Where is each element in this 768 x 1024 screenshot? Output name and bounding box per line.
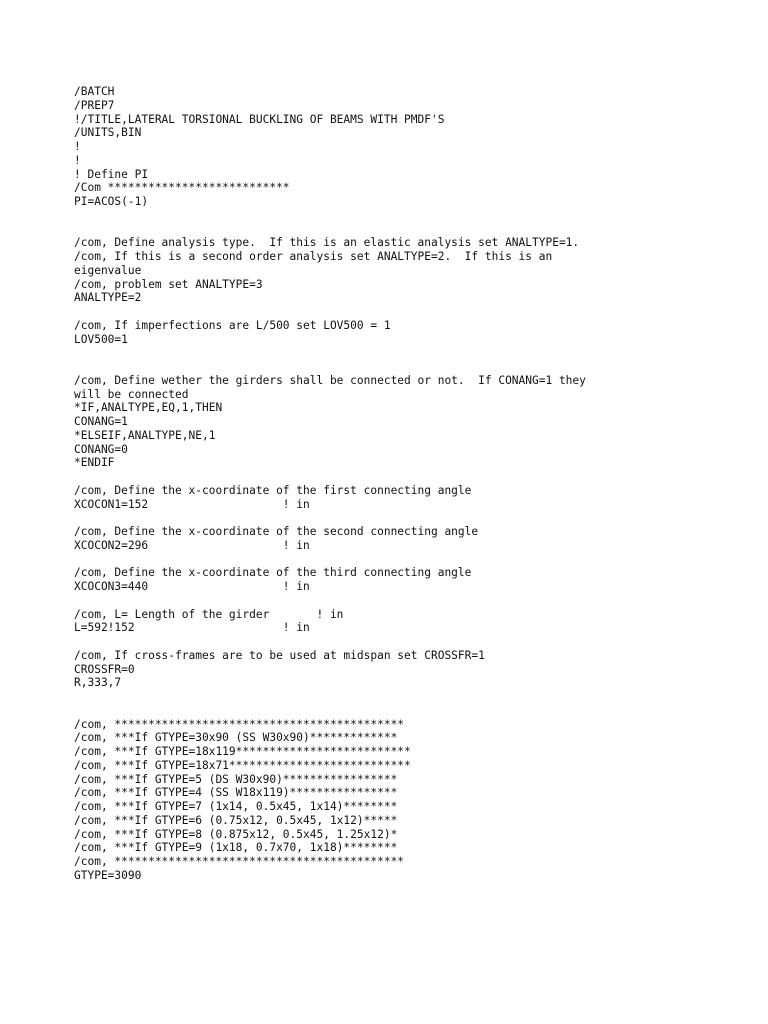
code-line: /com, ******************************************* [74,855,405,868]
code-line: ! [74,153,81,167]
code-line: *ELSEIF,ANALTYPE,NE,1 [74,428,216,442]
code-line: /com, ***If GTYPE=9 (1x18, 0.7x70, 1x18)******** [74,841,398,855]
code-line: /com, If cross-frames are to be used at midspan set CROSSFR=1 [74,648,485,662]
code-line: /com, Define analysis type. If this is an elastic analysis set ANALTYPE=1. [74,236,580,250]
code-line [74,223,754,237]
code-line: /com, ***If GTYPE=18x119************************** [74,745,411,758]
code-line: /com, If imperfections are L/500 set LOV500 = 1 [74,318,391,332]
code-line [74,553,754,567]
code-line: /com, If this is a second order analysis set ANALTYPE=2. If this is an [74,250,553,263]
code-line: R,333,7 [74,676,122,690]
code-line: /com, problem set ANALTYPE=3 [74,277,263,291]
code-line: eigenvalue [74,263,142,277]
code-line: XCOCON2=296 ! in [74,538,310,552]
code-line: /com, Define the x-coordinate of the first connecting angle [74,483,472,497]
code-line [74,360,754,374]
code-line: XCOCON1=152 ! in [74,497,310,511]
code-line: !/TITLE,LATERAL TORSIONAL BUCKLING OF BEAMS WITH PMDF'S [74,112,445,126]
code-line: ! [74,140,81,153]
code-line: /com, ***If GTYPE=4 (SS W18x119)**************** [74,786,398,800]
code-line: CROSSFR=0 [74,662,135,676]
code-line: ! Define PI [74,167,149,181]
code-line: ANALTYPE=2 [74,291,142,305]
code-line: /com, ***If GTYPE=5 (DS W30x90)***************** [74,772,398,786]
code-line: /com, Define wether the girders shall be connected or not. If CONANG=1 they [74,373,586,387]
code-line [74,470,754,484]
code-line [74,511,754,525]
code-line [74,594,754,608]
code-line: /com, ***If GTYPE=18x71*************************** [74,758,411,772]
apdl-script-text [74,85,754,883]
code-line: L=592!152 ! in [74,621,310,635]
code-line: /PREP7 [74,98,115,112]
code-line: /Com *************************** [74,181,290,195]
code-line: *ENDIF [74,456,115,470]
code-line: LOV500=1 [74,332,128,346]
code-line: will be connected [74,387,189,401]
code-line [74,690,754,704]
code-line [74,209,754,223]
code-line [74,346,754,360]
code-line [74,635,754,649]
code-line: XCOCON3=440 ! in [74,580,310,593]
code-line: /BATCH [74,85,115,98]
code-line: /com, ******************************************* [74,717,405,731]
code-line: CONANG=1 [74,415,128,428]
code-line: /com, ***If GTYPE=6 (0.75x12, 0.5x45, 1x12)***** [74,813,398,827]
code-line: *IF,ANALTYPE,EQ,1,THEN [74,401,223,415]
code-line: /com, ***If GTYPE=30x90 (SS W30x90)************* [74,731,398,745]
code-line: /UNITS,BIN [74,126,142,140]
code-line: /com, Define the x-coordinate of the third connecting angle [74,566,472,580]
code-line: GTYPE=3090 [74,868,142,882]
code-line: /com, ***If GTYPE=8 (0.875x12, 0.5x45, 1.25x12)* [74,827,398,841]
code-line: PI=ACOS(-1) [74,195,149,208]
code-line [74,704,754,718]
code-line: /com, L= Length of the girder ! in [74,607,344,621]
code-line [74,305,754,319]
code-line: CONANG=0 [74,442,128,456]
code-line: /com, Define the x-coordinate of the second connecting angle [74,525,479,538]
code-line: /com, ***If GTYPE=7 (1x14, 0.5x45, 1x14)******** [74,800,398,813]
